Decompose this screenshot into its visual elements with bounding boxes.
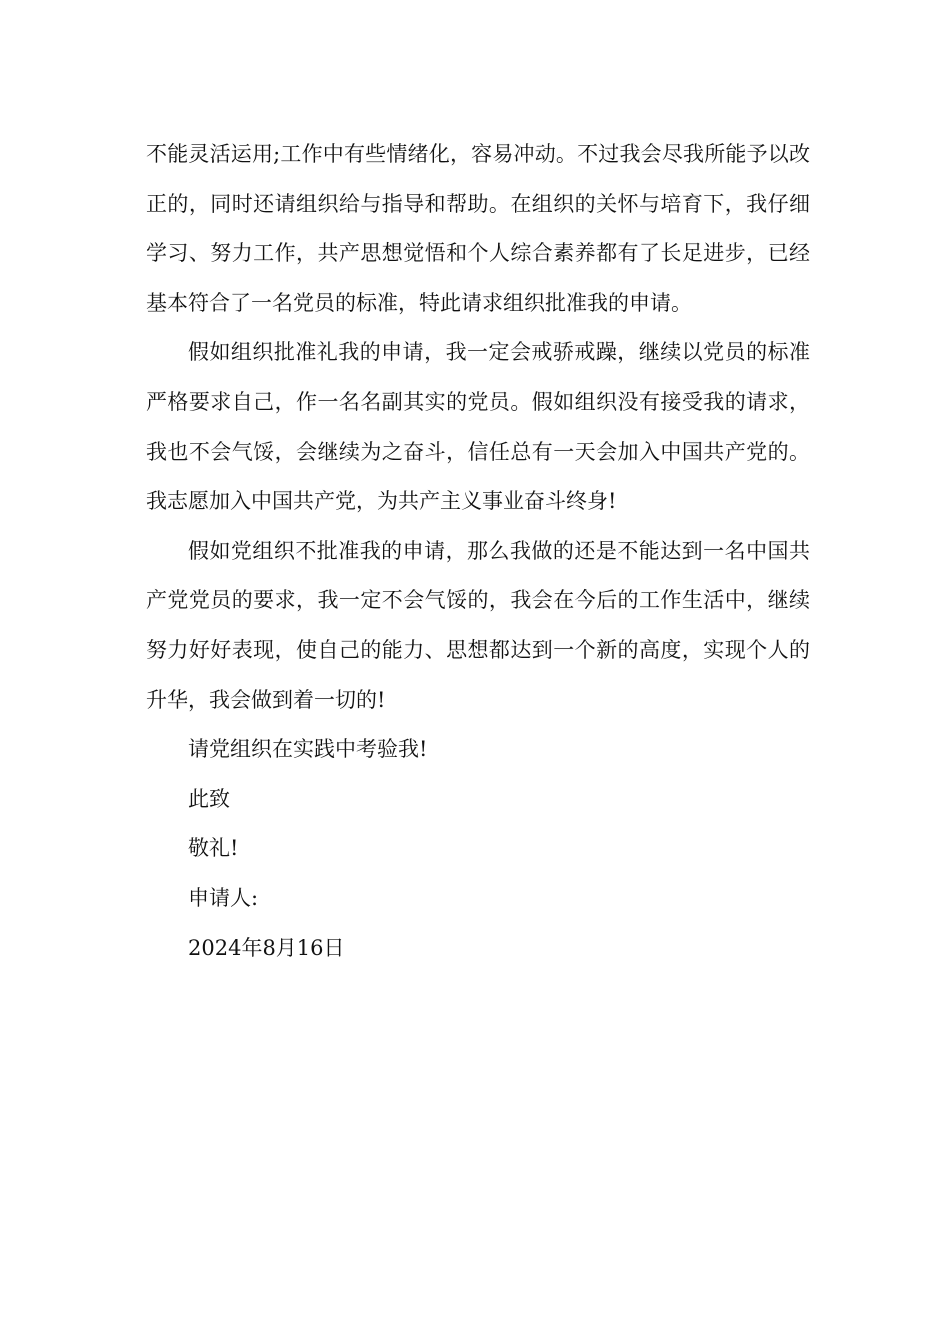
paragraph-if-rejected: 假如党组织不批准我的申请，那么我做的还是不能达到一名中国共产党党员的要求，我一定不会气馁的，我会在今后的工作生活中，继续努力好好表现，使自己的能力、思想都达到一个新的高度，实现个人的升华，我会做到着一切的! (146, 538, 810, 712)
letter-date: 2024年8月16日 (188, 935, 345, 960)
paragraph-commitment: 假如组织批准礼我的申请，我一定会戒骄戒躁，继续以党员的标准严格要求自己，作一名名副其实的党员。假如组织没有接受我的请求，我也不会气馁，会继续为之奋斗，信任总有一天会加入中国共产党的。我志愿加入中国共产党，为共产主义事业奋斗终身! (146, 340, 810, 514)
applicant-label: 申请人: (188, 885, 259, 910)
closing-request: 请党组织在实践中考验我! (188, 737, 428, 762)
letter-body (146, 130, 810, 973)
closing-salutation: 此致 (188, 786, 230, 811)
closing-regards: 敬礼! (188, 836, 239, 861)
paragraph-continuation: 不能灵活运用;工作中有些情绪化，容易冲动。不过我会尽我所能予以改正的，同时还请组织给与指导和帮助。在组织的关怀与培育下，我仔细学习、努力工作，共产思想觉悟和个人综合素养都有了长足进步，已经基本符合了一名党员的标准，特此请求组织批准我的申请。 (146, 142, 810, 315)
